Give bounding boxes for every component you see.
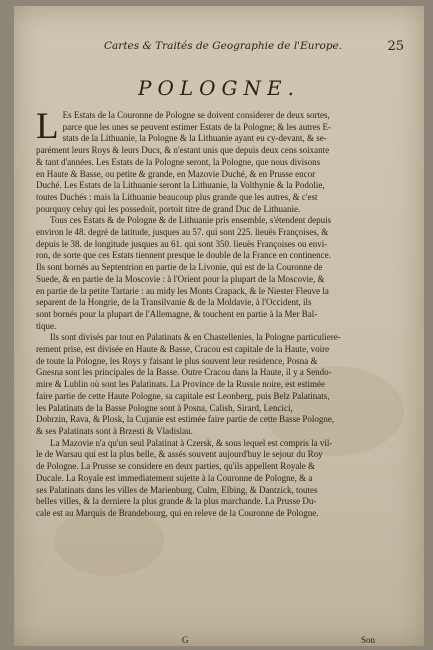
- text-line: le de Warsau qui est la plus belle, & assés souvent aujourd'huy le sejour du Roy: [36, 449, 323, 460]
- page-number: 25: [387, 39, 404, 54]
- text-line: parément leurs Roys & leurs Ducs, & n'estant unis que depuis deux cens soixante: [36, 145, 330, 156]
- text-line: en partie de la petite Tartarie : au midy les Monts Crapack, & le Niester Fleuve la: [36, 285, 329, 296]
- text-line: environ le 48. degré de latitude, jusques au 57. qui sont 225. lieuës Françoises, &: [36, 227, 329, 238]
- text-line: ses Palatinats dans les villes de Marienburg, Culm, Elbing, & Dantzick, toutes: [36, 484, 318, 495]
- text-line: de toute la Pologne, les Roys y faisant le plus souvent leur residence, Posna &: [36, 355, 318, 366]
- text-line: rement prise, est divisée en Haute & Basse, Cracou est capitale de la Haute, voire: [36, 344, 330, 355]
- catchword: Son: [361, 635, 376, 645]
- text-line: en Haute & Basse, ou petite & grande, en Mazovie Duché, & en Prusse encor: [36, 168, 316, 179]
- text-line: & tant d'années. Les Estats de la Pologne seront, la Pologne, que nous divisons: [36, 156, 321, 167]
- text-line: de Pologne. La Prusse se considere en deux parties, qu'ils appellent Royale &: [36, 461, 316, 472]
- drop-cap: L: [36, 106, 59, 147]
- text-line: cale est au Marquis de Brandebourg, qui en releve de la Couronne de Pologne.: [36, 507, 319, 518]
- text-line: La Mazovie n'a qu'un seul Palatinat à Czersk, & sous lequel est compris la vil-: [50, 437, 333, 448]
- book-page: [14, 6, 424, 646]
- text-line: sont bornés pour la plupart de l'Allemagne, & touchent en partie à la Mer Bal-: [36, 308, 318, 319]
- text-line: stats de la Lithuanie, la Pologne & la Lithuanie ayant eu cy-devant, & se-: [62, 133, 327, 144]
- text-line: faire partie de cette Haute Pologne, sa capitale est Leonberg, puis Belz Palatinats,: [36, 390, 330, 401]
- text-line: tique.: [36, 320, 57, 331]
- text-line: toutes Duchés : mais la Lithuanie beaucoup plus grande que les autres, & c'est: [36, 191, 318, 202]
- text-line: Ils sont divisés par tout en Palatinats & en Chastellenies, la Pologne particuliere-: [50, 332, 341, 343]
- text-line: Suede, & en partie de la Moscovie : à l'Orient pour la plupart de la Moscovie, &: [36, 273, 325, 284]
- signature-mark: G: [182, 635, 190, 645]
- body-text: [36, 106, 406, 520]
- page-title: POLOGNE.: [138, 76, 300, 100]
- text-line: belles villes, & la derniere la plus grande & la plus marchande. La Prusse Du-: [36, 496, 317, 507]
- text-line: Duché. Les Estats de la Lithuanie seront la Lithuanie, la Volthynie & la Podolie,: [36, 180, 325, 191]
- text-line: Gnesna sont les principales de la Basse. Outre Cracou dans la Haute, il y a Sendo-: [36, 367, 332, 378]
- text-line: Ducale. La Royale est immediatement sujette à la Couronne de Pologne, & a: [36, 472, 313, 483]
- text-line: Ils sont bornés au Septentrion en partie de la Livonie, qui est de la Couronne de: [36, 262, 323, 273]
- text-line: separent de la Hongrie, de la Transilvanie & de la Moldavie, à l'Occident, ils: [36, 297, 312, 308]
- text-line: Es Estats de la Couronne de Pologne se doivent considerer de deux sortes,: [62, 110, 330, 120]
- text-line: parce que les unes se peuvent estimer Estats de la Pologne; & les autres E-: [62, 121, 332, 132]
- running-title: Cartes & Traités de Geographie de l'Europe.: [104, 40, 343, 52]
- text-line: Dobrzin, Rava, & Plosk, la Cujanie est estimée faire partie de cette Basse Pologne,: [36, 414, 335, 425]
- text-line: mire & Lublin où sont les Palatinats. La Province de la Russie noire, est estimée: [36, 379, 325, 390]
- text-line: ron, de sorte que ces Estats tiennent presque le double de la France en continence.: [36, 250, 331, 261]
- running-header: [104, 40, 404, 52]
- text-line: & ses Palatinats sont à Brzesti & Vladislau.: [36, 425, 193, 436]
- text-line: Tous ces Estats & de Pologne & de Lithuanie pris ensemble, s'étendent depuis: [50, 215, 332, 226]
- text-line: les Palatinats de la Basse Pologne sont à Posna, Calish, Sirard, Lencici,: [36, 402, 293, 413]
- text-line: depuis le 38. de longitude jusques au 61. qui sont 350. lieuës Françoises ou envi-: [36, 238, 328, 249]
- text-line: pourquoy celuy qui les possedoit, portoit titre de grand Duc de Lithuanie.: [36, 203, 301, 214]
